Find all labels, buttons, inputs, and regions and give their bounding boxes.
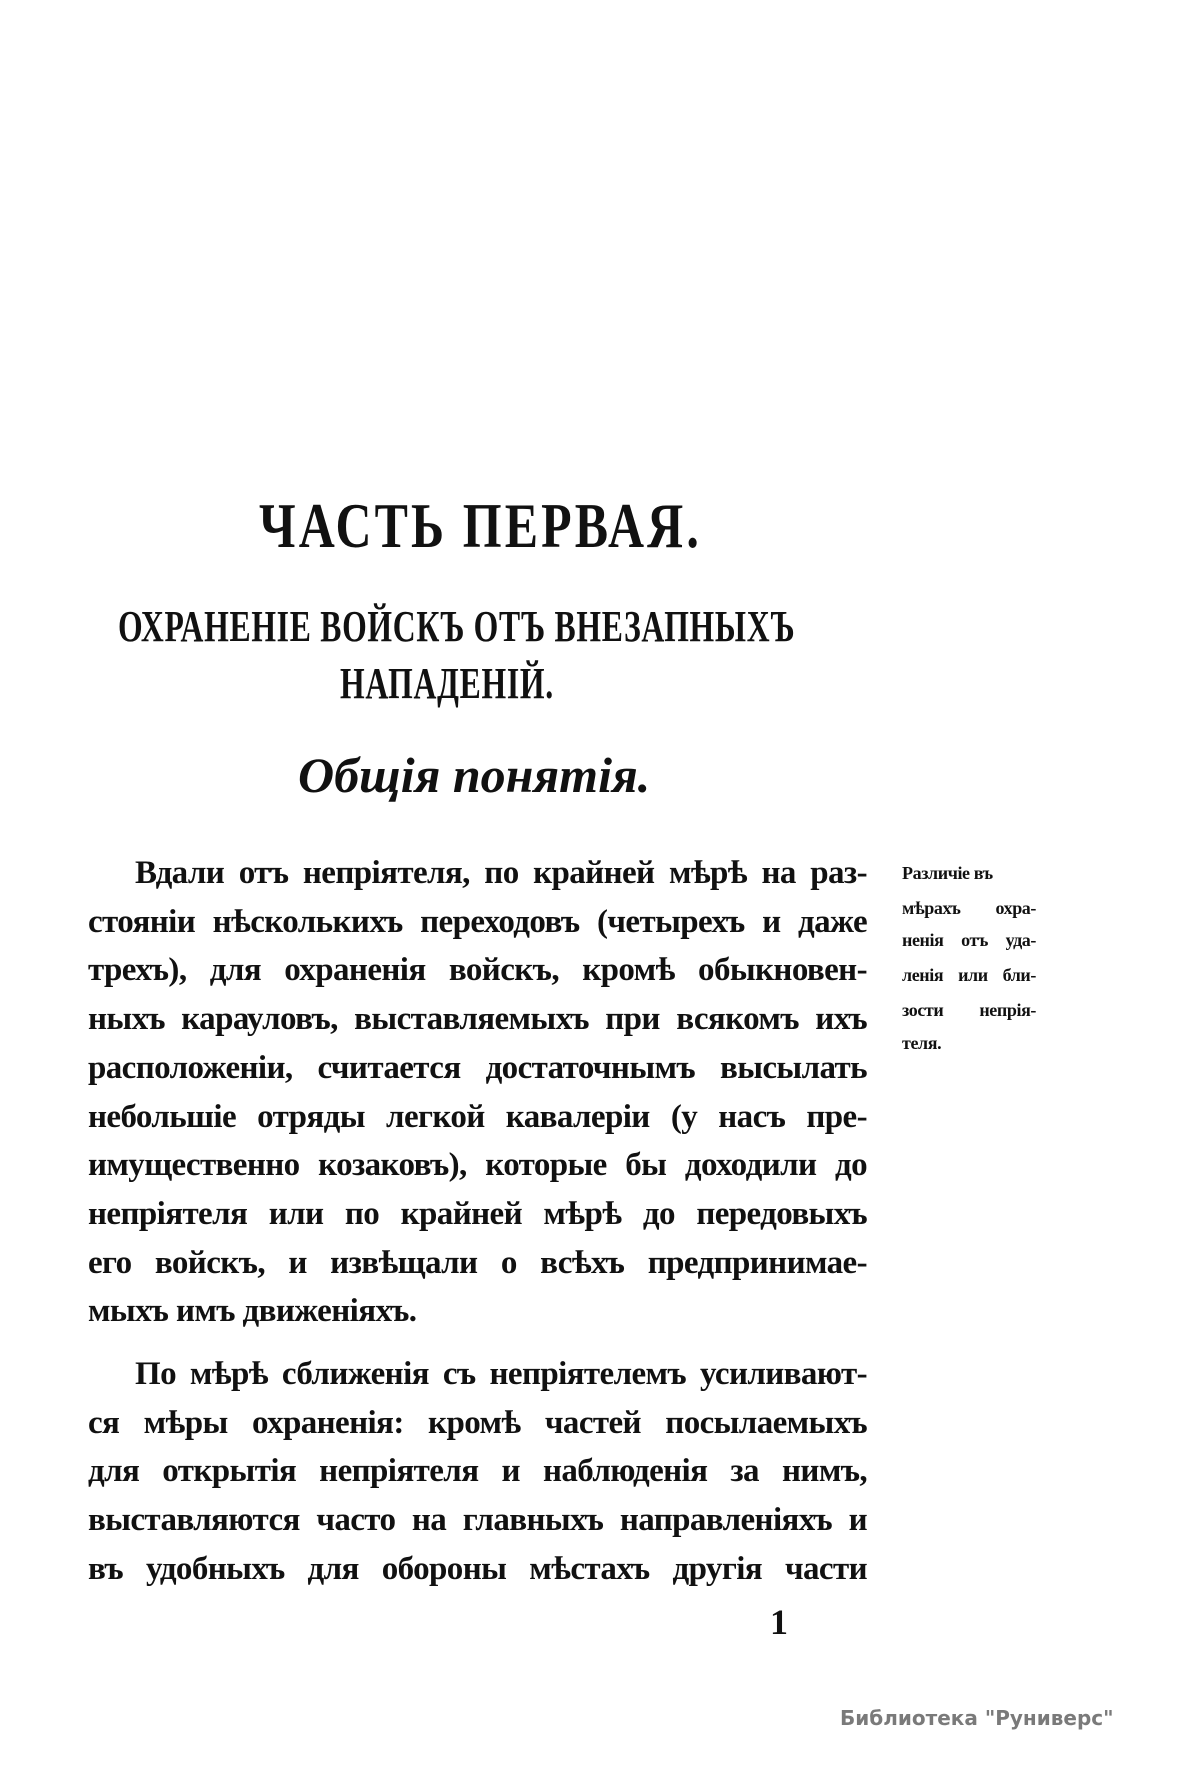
margin-note-line: ленія или бли- <box>902 965 1036 985</box>
chapter-title-text: ОХРАНЕНІЕ ВОЙСКЪ ОТЪ ВНЕЗАПНЫХЪ <box>118 602 796 651</box>
part-title <box>0 492 1200 560</box>
text-line: трехъ), для охраненія войскъ, кромѣ обыкновен- <box>88 952 867 989</box>
chapter-title-text: НАПАДЕНІЙ. <box>340 659 554 708</box>
text-line: для открытія непріятеля и наблюденія за нимъ, <box>88 1453 867 1490</box>
text-line: ся мѣры охраненія: кромѣ частей посылаемыхъ <box>88 1404 867 1441</box>
margin-note-line: ненія отъ уда- <box>902 930 1036 950</box>
text-line: По мѣрѣ сближенія съ непріятелемъ усиливают- <box>135 1356 867 1392</box>
text-line: его войскъ, и извѣщали о всѣхъ предпринимае- <box>88 1244 867 1281</box>
chapter-title-line-1 <box>118 603 1059 651</box>
margin-note-line: зости непрія- <box>902 1000 1036 1020</box>
chapter-title-line-2 <box>340 660 637 708</box>
text-line: ныхъ карауловъ, выставляемыхъ при всякомъ ихъ <box>88 1001 867 1038</box>
section-title: Общія понятія. <box>298 747 651 803</box>
text-line: Вдали отъ непріятеля, по крайней мѣрѣ на раз- <box>135 855 867 891</box>
library-watermark: Библиотека "Руниверс" <box>840 1706 1114 1730</box>
text-line: непріятеля или по крайней мѣрѣ до передовыхъ <box>88 1195 867 1232</box>
margin-note-line: Различіе въ <box>902 863 993 883</box>
page-number: 1 <box>770 1602 788 1642</box>
text-line: небольшіе отряды легкой кавалеріи (у насъ пре- <box>88 1098 867 1135</box>
text-line: стояніи нѣсколькихъ переходовъ (четырехъ и даже <box>88 903 867 940</box>
part-title-text: ЧАСТЬ ПЕРВАЯ. <box>259 490 702 561</box>
text-line: въ удобныхъ для обороны мѣстахъ другія части <box>88 1550 867 1587</box>
margin-note-line: теля. <box>902 1033 942 1053</box>
text-line: имущественно козаковъ), которые бы доходили до <box>88 1147 867 1184</box>
text-line: выставляются часто на главныхъ направленіяхъ и <box>88 1502 867 1539</box>
text-line: мыхъ имъ движеніяхъ. <box>88 1293 417 1330</box>
text-line: расположеніи, считается достаточнымъ высылать <box>88 1049 867 1086</box>
margin-note-line: мѣрахъ охра- <box>902 898 1036 918</box>
